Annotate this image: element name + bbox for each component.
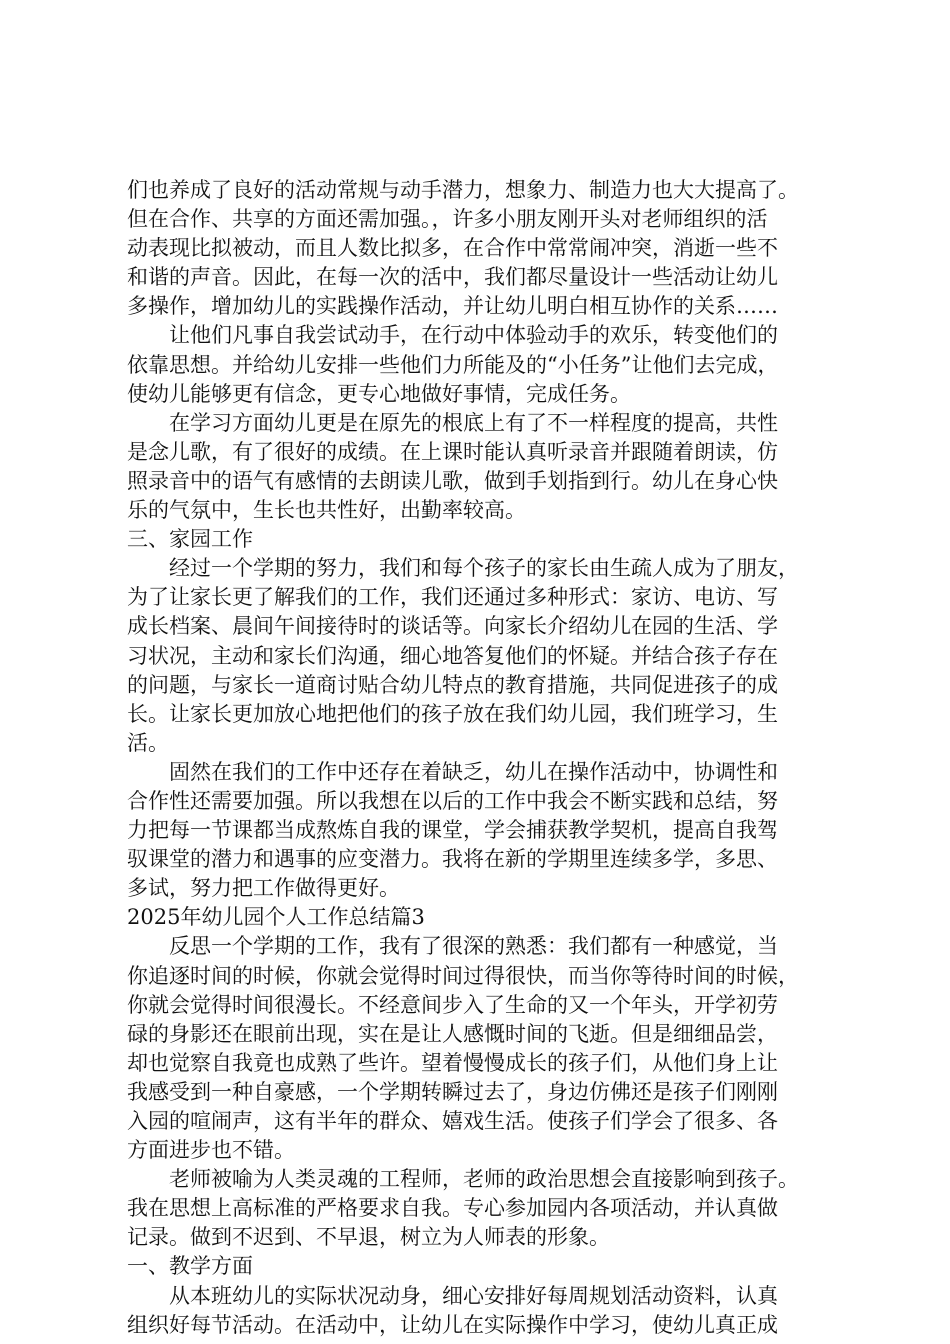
text-line: 记录。做到不迟到、不早退，树立为人师表的形象。 bbox=[127, 1225, 610, 1250]
text-line: 反思一个学期的工作，我有了很深的熟悉：我们都有一种感觉，当 bbox=[169, 934, 778, 959]
text-line: 习状况，主动和家长们沟通，细心地答复他们的怀疑。并结合孩子存在 bbox=[127, 643, 778, 668]
text-line: 组织好每节活动。在活动中，让幼儿在实际操作中学习，使幼儿真正成 bbox=[127, 1312, 778, 1337]
text-line: 从本班幼儿的实际状况动身，细心安排好每周规划活动资料，认真 bbox=[169, 1283, 778, 1308]
text-line: 力把每一节课都当成熬炼自我的课堂，学会捕获教学契机，提高自我驾 bbox=[127, 818, 778, 843]
text-line: 成长档案、晨间午间接待时的谈话等。向家长介绍幼儿在园的生活、学 bbox=[127, 614, 778, 639]
text-line: 在学习方面幼儿更是在原先的根底上有了不一样程度的提高，共性 bbox=[169, 410, 778, 435]
text-line: 经过一个学期的努力，我们和每个孩子的家长由生疏人成为了朋友， bbox=[169, 556, 799, 581]
text-line: 依靠思想。并给幼儿安排一些他们力所能及的“小任务”让他们去完成， bbox=[127, 352, 779, 377]
text-line: 你就会觉得时间很漫长。不经意间步入了生命的又一个年头，开学初劳 bbox=[127, 992, 778, 1017]
text-line: 但在合作、共享的方面还需加强。，许多小朋友刚开头对老师组织的活 bbox=[127, 207, 768, 232]
text-line: 为了让家长更了解我们的工作，我们还通过多种形式：家访、电访、写 bbox=[127, 585, 778, 610]
text-line: 使幼儿能够更有信念，更专心地做好事情，完成任务。 bbox=[127, 381, 631, 406]
text-line: 我在思想上高标准的严格要求自我。专心参加园内各项活动，并认真做 bbox=[127, 1196, 778, 1221]
text-line: 方面进步也不错。 bbox=[127, 1138, 295, 1163]
text-line: 入园的喧闹声，这有半年的群众、嬉戏生活。使孩子们学会了很多、各 bbox=[127, 1109, 778, 1133]
text-line: 多试，努力把工作做得更好。 bbox=[127, 876, 400, 901]
text-line: 老师被喻为人类灵魂的工程师，老师的政治思想会直接影响到孩子。 bbox=[169, 1167, 799, 1192]
text-line: 们也养成了良好的活动常规与动手潜力，想象力、制造力也大大提高了。 bbox=[127, 178, 799, 202]
text-line: 固然在我们的工作中还存在着缺乏，幼儿在操作活动中，协调性和 bbox=[169, 759, 778, 784]
article-title: 2025年幼儿园个人工作总结篇3 bbox=[127, 905, 425, 930]
section-heading: 一、教学方面 bbox=[127, 1254, 253, 1279]
text-line: 动表现比拟被动，而且人数比拟多，在合作中常常闹冲突，消逝一些不 bbox=[127, 236, 778, 261]
text-line: 让他们凡事自我尝试动手，在行动中体验动手的欢乐，转变他们的 bbox=[169, 323, 778, 348]
text-line: 驭课堂的潜力和遇事的应变潜力。我将在新的学期里连续多学，多思、 bbox=[127, 847, 778, 872]
document-body bbox=[127, 176, 833, 1340]
text-line: 和谐的声音。因此，在每一次的活中，我们都尽量设计一些活动让幼儿 bbox=[127, 265, 778, 290]
text-line: 合作性还需要加强。所以我想在以后的工作中我会不断实践和总结，努 bbox=[127, 788, 778, 813]
text-line: 却也觉察自我竟也成熟了些许。望着慢慢成长的孩子们，从他们身上让 bbox=[127, 1050, 778, 1075]
text-line: 的问题，与家长一道商讨贴合幼儿特点的教育措施，共同促进孩子的成 bbox=[127, 672, 778, 697]
text-line: 多操作，增加幼儿的实践操作活动，并让幼儿明白相互协作的关系…… bbox=[127, 294, 778, 319]
text-line: 我感受到一种自豪感，一个学期转瞬过去了，身边仿佛还是孩子们刚刚 bbox=[127, 1079, 778, 1104]
text-line: 乐的气氛中，生长也共性好，出勤率较高。 bbox=[127, 498, 526, 523]
text-line: 你追逐时间的时候，你就会觉得时间过得很快，而当你等待时间的时候， bbox=[127, 963, 799, 988]
text-line: 碌的身影还在眼前出现，实在是让人感慨时间的飞逝。但是细细品尝， bbox=[127, 1021, 778, 1046]
section-heading: 三、家园工作 bbox=[127, 527, 253, 552]
text-line: 活。 bbox=[127, 730, 169, 755]
text-line: 是念儿歌，有了很好的成绩。在上课时能认真听录音并跟随着朗读，仿 bbox=[127, 439, 778, 464]
text-line: 长。让家长更加放心地把他们的孩子放在我们幼儿园，我们班学习，生 bbox=[127, 701, 778, 726]
text-line: 照录音中的语气有感情的去朗读儿歌，做到手划指到行。幼儿在身心快 bbox=[127, 468, 778, 493]
